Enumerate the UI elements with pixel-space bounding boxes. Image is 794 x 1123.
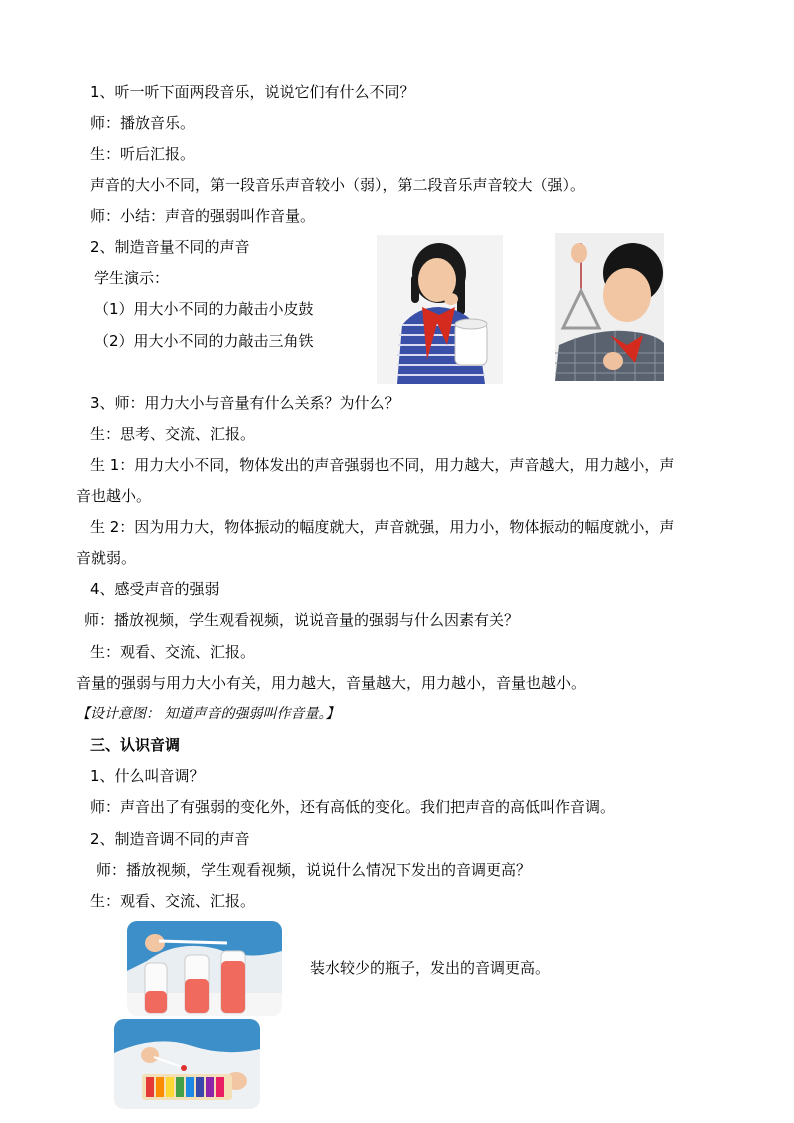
difference-text: 声音的大小不同，第一段音乐声音较小（弱），第二段音乐声音较大（强）。 <box>90 176 586 194</box>
student-watch: 生：观看、交流、汇报。 <box>90 643 256 661</box>
question-1: 1、听一听下面两段音乐，说说它们有什么不同？ <box>90 83 415 101</box>
summary-text: 师：小结：声音的强弱叫作音量。 <box>90 207 316 225</box>
student-1-answer-line-2: 音也越小。 <box>76 487 152 505</box>
demo-item-2: （2）用大小不同的力敲击三角铁 <box>94 332 314 350</box>
student-report: 生：听后汇报。 <box>90 145 196 163</box>
pitch-definition: 师：声音出了有强弱的变化外，还有高低的变化。我们把声音的高低叫作音调。 <box>90 798 616 816</box>
girl-drum-photo <box>377 235 503 384</box>
xylophone-photo <box>114 1019 260 1109</box>
demo-label: 学生演示： <box>94 269 170 287</box>
water-bottles-photo <box>127 921 282 1016</box>
question-4: 4、感受声音的强弱 <box>90 580 220 598</box>
question-3: 3、师：用力大小与音量有什么关系？为什么？ <box>90 394 400 412</box>
student-2-answer-line-2: 音就弱。 <box>76 549 137 567</box>
pitch-student-watch: 生：观看、交流、汇报。 <box>90 892 256 910</box>
boy-triangle-photo <box>555 233 664 381</box>
student-1-answer-line-1: 生 1：用力大小不同，物体发出的声音强弱也不同，用力越大，声音越大，用力越小，声 <box>90 456 675 474</box>
bottle-caption: 装水较少的瓶子，发出的音调更高。 <box>310 959 551 977</box>
student-2-answer-line-1: 生 2：因为用力大，物体振动的幅度就大，声音就强，用力小，物体振动的幅度就小，声 <box>90 518 675 536</box>
student-think: 生：思考、交流、汇报。 <box>90 425 256 443</box>
pitch-question-2: 2、制造音调不同的声音 <box>90 830 250 848</box>
teacher-play-music: 师：播放音乐。 <box>90 114 196 132</box>
question-2: 2、制造音量不同的声音 <box>90 238 250 256</box>
design-intent: 【设计意图： 知道声音的强弱叫作音量。】 <box>76 706 340 722</box>
demo-item-1: （1）用大小不同的力敲击小皮鼓 <box>94 300 314 318</box>
pitch-question-1: 1、什么叫音调？ <box>90 767 205 785</box>
pitch-video-instruction: 师：播放视频，学生观看视频，说说什么情况下发出的音调更高？ <box>96 861 532 879</box>
volume-conclusion: 音量的强弱与用力大小有关，用力越大，音量越大，用力越小，音量也越小。 <box>76 674 587 692</box>
teacher-video-instruction: 师：播放视频，学生观看视频，说说音量的强弱与什么因素有关？ <box>84 611 520 629</box>
section-3-heading: 三、认识音调 <box>90 736 181 754</box>
